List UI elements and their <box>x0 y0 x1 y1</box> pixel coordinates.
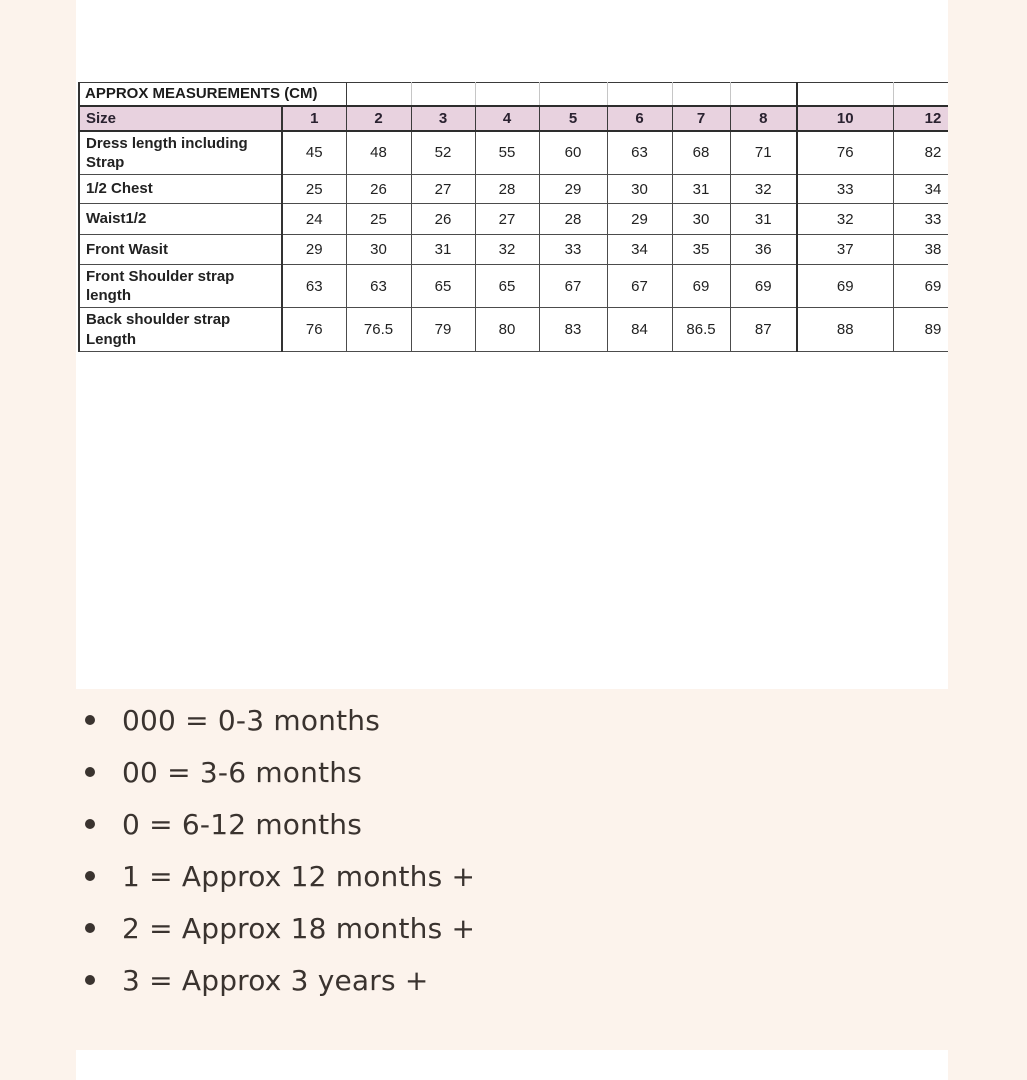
value-cell: 52 <box>411 131 475 175</box>
value-cell: 76 <box>797 131 893 175</box>
value-cell: 38 <box>893 235 948 265</box>
value-cell: 88 <box>797 308 893 351</box>
value-cell: 45 <box>282 131 346 175</box>
row-label: Front Shoulder strap length <box>79 265 282 308</box>
table-title: APPROX MEASUREMENTS (CM) <box>79 83 346 106</box>
measurement-row <box>79 131 948 175</box>
value-cell: 71 <box>730 131 797 175</box>
value-cell: 67 <box>539 265 607 308</box>
value-cell: 79 <box>411 308 475 351</box>
value-cell: 86.5 <box>672 308 730 351</box>
value-cell: 35 <box>672 235 730 265</box>
row-label: 1/2 Chest <box>79 175 282 204</box>
measurement-row <box>79 308 948 351</box>
measurement-row <box>79 204 948 235</box>
value-cell: 76.5 <box>346 308 411 351</box>
value-cell: 24 <box>282 204 346 235</box>
value-cell: 60 <box>539 131 607 175</box>
empty-cell <box>411 83 475 106</box>
value-cell: 28 <box>539 204 607 235</box>
value-cell: 37 <box>797 235 893 265</box>
value-cell: 63 <box>607 131 672 175</box>
row-label: Back shoulder strap Length <box>79 308 282 351</box>
value-cell: 25 <box>346 204 411 235</box>
value-cell: 65 <box>411 265 475 308</box>
size-cell: 3 <box>411 106 475 131</box>
value-cell: 48 <box>346 131 411 175</box>
value-cell: 30 <box>672 204 730 235</box>
size-cell: 2 <box>346 106 411 131</box>
size-key-item <box>85 850 1027 902</box>
size-key-text: 000 = 0-3 months <box>122 703 381 737</box>
value-cell: 29 <box>539 175 607 204</box>
value-cell: 26 <box>411 204 475 235</box>
row-label: Front Wasit <box>79 235 282 265</box>
value-cell: 28 <box>475 175 539 204</box>
value-cell: 32 <box>797 204 893 235</box>
value-cell: 69 <box>672 265 730 308</box>
measurement-row <box>79 265 948 308</box>
value-cell: 32 <box>730 175 797 204</box>
value-cell: 69 <box>730 265 797 308</box>
value-cell: 80 <box>475 308 539 351</box>
value-cell: 82 <box>893 131 948 175</box>
size-key-item <box>85 954 1027 1006</box>
value-cell: 34 <box>607 235 672 265</box>
value-cell: 30 <box>346 235 411 265</box>
empty-cell <box>797 83 893 106</box>
empty-cell <box>730 83 797 106</box>
size-key-text: 1 = Approx 12 months + <box>122 859 476 893</box>
value-cell: 27 <box>411 175 475 204</box>
size-cell: 4 <box>475 106 539 131</box>
size-cell: 5 <box>539 106 607 131</box>
size-key-item <box>85 902 1027 954</box>
bullet-icon <box>85 923 95 933</box>
empty-cell <box>893 83 948 106</box>
value-cell: 29 <box>607 204 672 235</box>
value-cell: 63 <box>282 265 346 308</box>
value-cell: 89 <box>893 308 948 351</box>
bullet-icon <box>85 975 95 985</box>
empty-cell <box>607 83 672 106</box>
size-header-label: Size <box>79 106 282 131</box>
empty-cell <box>475 83 539 106</box>
size-key-list <box>0 689 1027 1006</box>
value-cell: 36 <box>730 235 797 265</box>
size-key-item <box>85 694 1027 746</box>
empty-cell <box>539 83 607 106</box>
size-key-text: 0 = 6-12 months <box>122 807 362 841</box>
value-cell: 63 <box>346 265 411 308</box>
value-cell: 76 <box>282 308 346 351</box>
size-header-row <box>79 106 948 131</box>
size-cell: 1 <box>282 106 346 131</box>
size-chart-card <box>76 0 948 689</box>
bullet-icon <box>85 819 95 829</box>
size-key-text: 00 = 3-6 months <box>122 755 362 789</box>
size-cell: 12 <box>893 106 948 131</box>
value-cell: 29 <box>282 235 346 265</box>
row-label: Dress length including Strap <box>79 131 282 175</box>
value-cell: 87 <box>730 308 797 351</box>
empty-cell <box>346 83 411 106</box>
value-cell: 83 <box>539 308 607 351</box>
value-cell: 69 <box>797 265 893 308</box>
value-cell: 68 <box>672 131 730 175</box>
size-key-item <box>85 798 1027 850</box>
size-cell: 7 <box>672 106 730 131</box>
size-key-text: 3 = Approx 3 years + <box>122 963 429 997</box>
size-cell: 10 <box>797 106 893 131</box>
measurement-row <box>79 235 948 265</box>
bullet-icon <box>85 871 95 881</box>
size-cell: 8 <box>730 106 797 131</box>
size-key-section <box>0 689 1027 1050</box>
value-cell: 84 <box>607 308 672 351</box>
size-cell: 6 <box>607 106 672 131</box>
value-cell: 25 <box>282 175 346 204</box>
value-cell: 33 <box>893 204 948 235</box>
measurement-row <box>79 175 948 204</box>
value-cell: 31 <box>672 175 730 204</box>
value-cell: 31 <box>411 235 475 265</box>
value-cell: 55 <box>475 131 539 175</box>
measurements-table-container <box>78 82 948 356</box>
value-cell: 33 <box>797 175 893 204</box>
value-cell: 31 <box>730 204 797 235</box>
value-cell: 27 <box>475 204 539 235</box>
size-key-item <box>85 746 1027 798</box>
value-cell: 34 <box>893 175 948 204</box>
value-cell: 26 <box>346 175 411 204</box>
value-cell: 33 <box>539 235 607 265</box>
empty-cell <box>672 83 730 106</box>
row-label: Waist1/2 <box>79 204 282 235</box>
table-title-row <box>79 83 948 106</box>
size-key-text: 2 = Approx 18 months + <box>122 911 476 945</box>
bullet-icon <box>85 715 95 725</box>
value-cell: 67 <box>607 265 672 308</box>
bullet-icon <box>85 767 95 777</box>
measurements-table <box>78 82 948 352</box>
value-cell: 69 <box>893 265 948 308</box>
value-cell: 30 <box>607 175 672 204</box>
value-cell: 32 <box>475 235 539 265</box>
value-cell: 65 <box>475 265 539 308</box>
bottom-white-strip <box>76 1050 948 1080</box>
